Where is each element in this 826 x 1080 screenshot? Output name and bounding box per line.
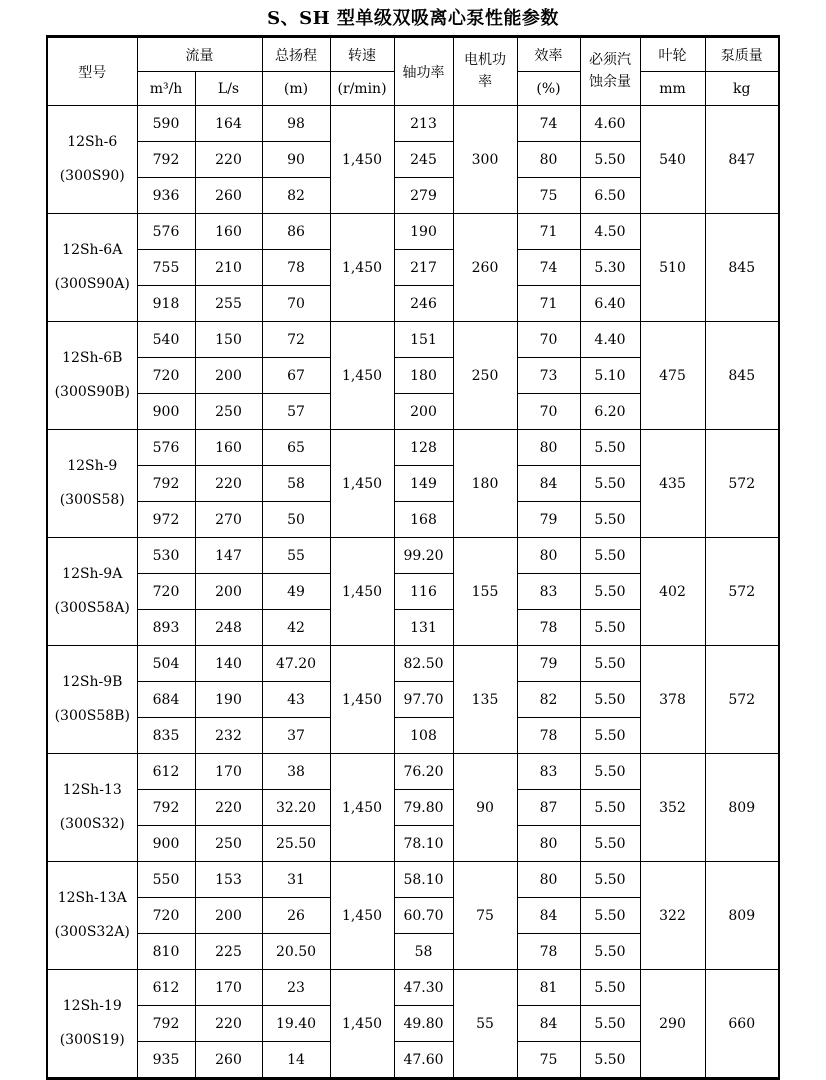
efficiency-cell: 82 [517,682,580,718]
npsh-cell: 5.50 [580,826,640,862]
flow-ls-cell: 170 [195,754,262,790]
model-cell [47,970,137,1079]
flow-ls-cell: 150 [195,322,262,358]
flow-m3h-cell: 590 [137,106,195,142]
flow-ls-cell: 248 [195,610,262,646]
shaft-power-cell: 76.20 [394,754,453,790]
flow-m3h-cell: 550 [137,862,195,898]
efficiency-cell: 74 [517,106,580,142]
shaft-power-cell: 168 [394,502,453,538]
model-code: (300S90B) [54,383,130,400]
efficiency-cell: 78 [517,934,580,970]
motor-power-cell: 250 [453,322,517,430]
flow-m3h-cell: 684 [137,682,195,718]
head-cell: 82 [262,178,330,214]
head-cell: 58 [262,466,330,502]
flow-m3h-cell: 810 [137,934,195,970]
shaft-power-cell: 131 [394,610,453,646]
model-name: 12Sh-13 [62,781,122,798]
model-code: (300S32A) [54,923,130,940]
shaft-power-cell: 58.10 [394,862,453,898]
flow-m3h-cell: 918 [137,286,195,322]
npsh-cell: 5.50 [580,538,640,574]
npsh-cell: 5.50 [580,1006,640,1042]
motor-power-cell: 180 [453,430,517,538]
flow-ls-cell: 220 [195,466,262,502]
flow-m3h-cell: 792 [137,466,195,502]
efficiency-cell: 83 [517,574,580,610]
impeller-cell: 290 [640,970,705,1079]
model-cell [47,754,137,862]
efficiency-cell: 80 [517,142,580,178]
mass-cell: 809 [705,862,779,970]
shaft-power-cell: 82.50 [394,646,453,682]
model-name: 12Sh-19 [62,997,122,1014]
flow-ls-cell: 250 [195,826,262,862]
head-cell: 70 [262,286,330,322]
npsh-cell: 5.50 [580,1042,640,1079]
flow-ls-cell: 220 [195,142,262,178]
efficiency-cell: 75 [517,178,580,214]
mass-cell: 809 [705,754,779,862]
efficiency-cell: 80 [517,538,580,574]
model-code: (300S90) [59,167,125,184]
efficiency-cell: 70 [517,394,580,430]
flow-m3h-cell: 720 [137,358,195,394]
table-header [47,37,779,106]
mass-cell: 572 [705,430,779,538]
efficiency-cell: 81 [517,970,580,1006]
flow-ls-cell: 260 [195,1042,262,1079]
head-cell: 72 [262,322,330,358]
header-head: 总扬程 [262,37,330,72]
head-cell: 26 [262,898,330,934]
head-cell: 42 [262,610,330,646]
efficiency-cell: 84 [517,898,580,934]
flow-ls-cell: 164 [195,106,262,142]
header-head-unit: (m) [262,72,330,106]
model-cell [47,322,137,430]
header-model: 型号 [47,37,137,106]
flow-m3h-cell: 612 [137,754,195,790]
head-cell: 19.40 [262,1006,330,1042]
head-cell: 47.20 [262,646,330,682]
flow-ls-cell: 190 [195,682,262,718]
header-motor-power-text: 电机功率 [463,51,506,90]
npsh-cell: 5.50 [580,718,640,754]
header-efficiency: 效率 [517,37,580,72]
flow-ls-cell: 255 [195,286,262,322]
efficiency-cell: 87 [517,790,580,826]
model-code: (300S58A) [54,599,130,616]
motor-power-cell: 155 [453,538,517,646]
flow-m3h-cell: 530 [137,538,195,574]
npsh-cell: 5.50 [580,934,640,970]
model-code: (300S32) [59,815,125,832]
model-cell [47,106,137,214]
npsh-cell: 5.50 [580,862,640,898]
flow-m3h-cell: 900 [137,826,195,862]
impeller-cell: 510 [640,214,705,322]
flow-ls-cell: 210 [195,250,262,286]
npsh-cell: 5.50 [580,610,640,646]
model-name: 12Sh-6B [62,349,123,366]
header-mass: 泵质量 [705,37,779,72]
flow-m3h-cell: 612 [137,970,195,1006]
npsh-cell: 5.50 [580,430,640,466]
flow-ls-cell: 153 [195,862,262,898]
efficiency-cell: 84 [517,1006,580,1042]
model-name: 12Sh-9B [62,673,123,690]
header-impeller-unit: mm [640,72,705,106]
model-cell [47,430,137,538]
shaft-power-cell: 108 [394,718,453,754]
shaft-power-cell: 97.70 [394,682,453,718]
speed-cell: 1,450 [330,106,394,214]
flow-m3h-cell: 972 [137,502,195,538]
shaft-power-cell: 180 [394,358,453,394]
header-flow: 流量 [137,37,262,72]
flow-ls-cell: 260 [195,178,262,214]
header-mass-unit: kg [705,72,779,106]
efficiency-cell: 78 [517,718,580,754]
npsh-cell: 5.50 [580,502,640,538]
flow-ls-cell: 250 [195,394,262,430]
table-row [47,106,779,142]
npsh-cell: 5.30 [580,250,640,286]
flow-m3h-cell: 540 [137,322,195,358]
model-code: (300S58) [59,491,125,508]
head-cell: 55 [262,538,330,574]
shaft-power-cell: 99.20 [394,538,453,574]
model-code: (300S58B) [54,707,130,724]
efficiency-cell: 84 [517,466,580,502]
flow-m3h-cell: 576 [137,430,195,466]
efficiency-cell: 80 [517,826,580,862]
model-name: 12Sh-6A [62,241,123,258]
speed-cell: 1,450 [330,538,394,646]
flow-m3h-cell: 792 [137,142,195,178]
motor-power-cell: 260 [453,214,517,322]
header-speed: 转速 [330,37,394,72]
impeller-cell: 435 [640,430,705,538]
head-cell: 31 [262,862,330,898]
impeller-cell: 402 [640,538,705,646]
flow-ls-cell: 200 [195,574,262,610]
flow-m3h-cell: 720 [137,574,195,610]
shaft-power-cell: 58 [394,934,453,970]
header-flow-ls: L/s [195,72,262,106]
shaft-power-cell: 246 [394,286,453,322]
shaft-power-cell: 47.60 [394,1042,453,1079]
shaft-power-cell: 279 [394,178,453,214]
flow-ls-cell: 200 [195,898,262,934]
head-cell: 14 [262,1042,330,1079]
npsh-cell: 6.50 [580,178,640,214]
head-cell: 50 [262,502,330,538]
npsh-cell: 4.50 [580,214,640,250]
header-motor-power [453,37,517,106]
shaft-power-cell: 200 [394,394,453,430]
npsh-cell: 5.50 [580,574,640,610]
flow-ls-cell: 225 [195,934,262,970]
flow-m3h-cell: 576 [137,214,195,250]
efficiency-cell: 71 [517,214,580,250]
header-speed-unit: (r/min) [330,72,394,106]
flow-ls-cell: 220 [195,1006,262,1042]
model-name: 12Sh-9A [62,565,123,582]
head-cell: 25.50 [262,826,330,862]
npsh-cell: 5.50 [580,898,640,934]
model-cell [47,214,137,322]
motor-power-cell: 55 [453,970,517,1079]
speed-cell: 1,450 [330,646,394,754]
flow-m3h-cell: 935 [137,1042,195,1079]
mass-cell: 845 [705,322,779,430]
speed-cell: 1,450 [330,970,394,1079]
efficiency-cell: 79 [517,646,580,682]
head-cell: 38 [262,754,330,790]
head-cell: 86 [262,214,330,250]
head-cell: 37 [262,718,330,754]
shaft-power-cell: 245 [394,142,453,178]
mass-cell: 847 [705,106,779,214]
impeller-cell: 352 [640,754,705,862]
speed-cell: 1,450 [330,214,394,322]
header-flow-m3h: m³/h [137,72,195,106]
npsh-cell: 5.50 [580,142,640,178]
head-cell: 57 [262,394,330,430]
mass-cell: 572 [705,538,779,646]
head-cell: 90 [262,142,330,178]
header-npsh-text: 必须汽蚀余量 [588,51,631,90]
head-cell: 65 [262,430,330,466]
shaft-power-cell: 128 [394,430,453,466]
npsh-cell: 5.50 [580,646,640,682]
head-cell: 32.20 [262,790,330,826]
efficiency-cell: 71 [517,286,580,322]
impeller-cell: 475 [640,322,705,430]
impeller-cell: 540 [640,106,705,214]
flow-ls-cell: 170 [195,970,262,1006]
header-shaft-power: 轴功率 [394,37,453,106]
table-row [47,538,779,574]
head-cell: 98 [262,106,330,142]
flow-m3h-cell: 720 [137,898,195,934]
shaft-power-cell: 190 [394,214,453,250]
flow-ls-cell: 232 [195,718,262,754]
efficiency-cell: 80 [517,430,580,466]
efficiency-cell: 79 [517,502,580,538]
flow-m3h-cell: 755 [137,250,195,286]
flow-m3h-cell: 792 [137,790,195,826]
flow-m3h-cell: 835 [137,718,195,754]
flow-ls-cell: 200 [195,358,262,394]
flow-m3h-cell: 792 [137,1006,195,1042]
head-cell: 49 [262,574,330,610]
table-row [47,646,779,682]
npsh-cell: 5.50 [580,682,640,718]
flow-ls-cell: 220 [195,790,262,826]
npsh-cell: 5.50 [580,790,640,826]
header-npsh [580,37,640,106]
motor-power-cell: 300 [453,106,517,214]
shaft-power-cell: 151 [394,322,453,358]
head-cell: 78 [262,250,330,286]
efficiency-cell: 75 [517,1042,580,1079]
flow-ls-cell: 270 [195,502,262,538]
shaft-power-cell: 49.80 [394,1006,453,1042]
shaft-power-cell: 116 [394,574,453,610]
model-code: (300S19) [59,1031,125,1048]
npsh-cell: 4.60 [580,106,640,142]
pump-performance-table [46,35,780,1080]
head-cell: 43 [262,682,330,718]
shaft-power-cell: 47.30 [394,970,453,1006]
npsh-cell: 6.20 [580,394,640,430]
head-cell: 67 [262,358,330,394]
shaft-power-cell: 79.80 [394,790,453,826]
flow-m3h-cell: 893 [137,610,195,646]
efficiency-cell: 74 [517,250,580,286]
flow-ls-cell: 160 [195,214,262,250]
shaft-power-cell: 149 [394,466,453,502]
table-row [47,970,779,1006]
flow-ls-cell: 140 [195,646,262,682]
efficiency-cell: 80 [517,862,580,898]
model-cell [47,862,137,970]
speed-cell: 1,450 [330,322,394,430]
mass-cell: 572 [705,646,779,754]
npsh-cell: 6.40 [580,286,640,322]
motor-power-cell: 75 [453,862,517,970]
efficiency-cell: 78 [517,610,580,646]
page [0,4,826,1068]
flow-m3h-cell: 504 [137,646,195,682]
npsh-cell: 5.50 [580,754,640,790]
speed-cell: 1,450 [330,754,394,862]
motor-power-cell: 135 [453,646,517,754]
table-body [47,106,779,1079]
shaft-power-cell: 217 [394,250,453,286]
model-cell [47,646,137,754]
table-row [47,430,779,466]
motor-power-cell: 90 [453,754,517,862]
npsh-cell: 4.40 [580,322,640,358]
model-name: 12Sh-6 [67,133,118,150]
impeller-cell: 378 [640,646,705,754]
flow-m3h-cell: 900 [137,394,195,430]
mass-cell: 845 [705,214,779,322]
model-name: 12Sh-9 [67,457,118,474]
table-row [47,754,779,790]
page-title: S、SH 型单级双吸离心泵性能参数 [267,8,559,29]
npsh-cell: 5.50 [580,466,640,502]
npsh-cell: 5.50 [580,970,640,1006]
head-cell: 20.50 [262,934,330,970]
header-efficiency-unit: (%) [517,72,580,106]
speed-cell: 1,450 [330,862,394,970]
speed-cell: 1,450 [330,430,394,538]
flow-ls-cell: 160 [195,430,262,466]
efficiency-cell: 73 [517,358,580,394]
model-cell [47,538,137,646]
head-cell: 23 [262,970,330,1006]
header-row-1 [47,37,779,72]
npsh-cell: 5.10 [580,358,640,394]
table-row [47,862,779,898]
table-row [47,322,779,358]
table-row [47,214,779,250]
efficiency-cell: 70 [517,322,580,358]
impeller-cell: 322 [640,862,705,970]
model-name: 12Sh-13A [57,889,127,906]
shaft-power-cell: 213 [394,106,453,142]
mass-cell: 660 [705,970,779,1079]
efficiency-cell: 83 [517,754,580,790]
model-code: (300S90A) [54,275,130,292]
shaft-power-cell: 60.70 [394,898,453,934]
flow-m3h-cell: 936 [137,178,195,214]
flow-ls-cell: 147 [195,538,262,574]
shaft-power-cell: 78.10 [394,826,453,862]
header-impeller: 叶轮 [640,37,705,72]
